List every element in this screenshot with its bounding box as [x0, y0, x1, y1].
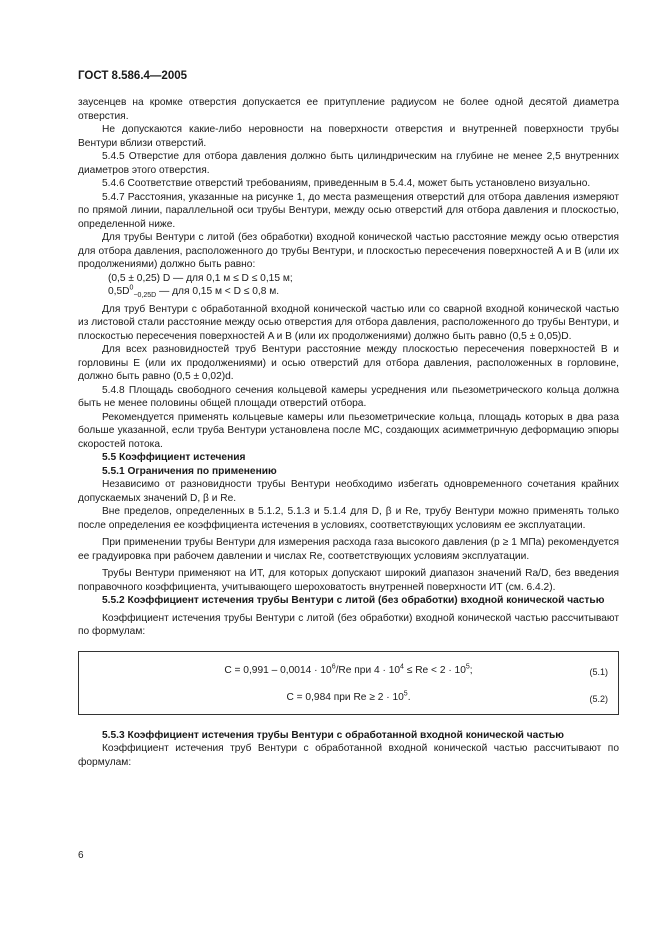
- formula-text: ≤ Re < 2 · 10: [403, 664, 466, 676]
- paragraph: Рекомендуется применять кольцевые камеры или пьезометрические кольца, площадь которых в два раза больше указанной, если труба Вентури установлена после МС, создающих асимметричную деформацию эпюры скоростей потока.: [78, 411, 619, 450]
- formula-text: C = 0,991 – 0,0014 · 10: [224, 664, 332, 676]
- formula-number-5-2: (5.2): [589, 693, 608, 704]
- page-number: 6: [78, 850, 84, 861]
- paragraph: При применении трубы Вентури для измерения расхода газа высокого давления (p ≥ 1 МПа) рекомендуется ее градуировка при рабочем давлении и числах Re, соответствующих условиям эксплуатации.: [78, 537, 619, 562]
- paragraph: Коэффициент истечения трубы Вентури с литой (без обработки) входной конической частью рассчитывают по формулам:: [78, 612, 619, 637]
- equation-line-1: (0,5 ± 0,25) D — для 0,1 м ≤ D ≤ 0,15 м;: [108, 272, 293, 284]
- document-header: ГОСТ 8.586.4—2005: [78, 70, 188, 82]
- section-heading-5-5-2: 5.5.2 Коэффициент истечения трубы Вентури с литой (без обработки) входной конической частью: [102, 595, 605, 606]
- paragraph: 5.4.6 Соответствие отверстий требованиям, приведенным в 5.4.4, может быть установлено визуально.: [102, 178, 591, 189]
- paragraph: Трубы Вентури применяют на ИТ, для которых допускают широкий диапазон значений Ra/D, без введения поправочного коэффициента, учитывающего шероховатость внутренней поверхности ИТ (см. 6.4.2).: [78, 568, 619, 593]
- paragraph: 5.4.7 Расстояния, указанные на рисунке 1, до места размещения отверстий для отбора давления измеряют по прямой линии, параллельной оси трубы Вентури, между осью отверстий для отбора давления и плоскостью, определенной ниже.: [78, 191, 619, 230]
- document-body: [78, 96, 619, 769]
- paragraph: Коэффициент истечения труб Вентури с обработанной входной конической частью рассчитывают по формулам:: [78, 743, 619, 768]
- eq2-main: 0,5D: [108, 286, 130, 297]
- formula-text: C = 0,984 при Re ≥ 2 · 10: [286, 691, 404, 703]
- paragraph: Для всех разновидностей труб Вентури расстояние между плоскостью пересечения поверхностей B и горловины E (или их продолжениями) и осью отверстий для отбора давления, расположенных в горловине, должно быть равно (0,5 ± 0,02)d.: [78, 344, 619, 382]
- paragraph: заусенцев на кромке отверстия допускается ее притупление радиусом не более одной десятой диаметра отверстия.: [78, 97, 619, 122]
- formula-exponent: 5: [403, 690, 408, 698]
- formula-number-5-1: (5.1): [589, 666, 608, 677]
- formula-exponent: 4: [400, 663, 404, 671]
- paragraph: Для трубы Вентури с литой (без обработки) входной конической частью расстояние между осью отверстия для отбора давления, расположенного до трубы Вентури, и плоскостью пересечения поверхностей A и B (или их продолжениями) должно быть равно:: [78, 232, 619, 270]
- paragraph: Для труб Вентури с обработанной входной конической частью или со сварной входной конической частью из листовой стали расстояние между осью отверстия для отбора давления, расположенного до трубы Вентури, и плоскостью пересечения поверхностей A и B (или их продолжениями) должно быть равно (0,5 ± 0,05)D.: [78, 303, 619, 342]
- paragraph: Вне пределов, определенных в 5.1.2, 5.1.3 и 5.1.4 для D, β и Re, трубу Вентури можно применять только после определения ее коэффициента истечения в условиях, соответствующих условиям ее эксплуатации.: [78, 506, 619, 531]
- section-heading-5-5-3: 5.5.3 Коэффициент истечения трубы Вентури с обработанной входной конической частью: [102, 729, 564, 741]
- formula-5-2: [79, 691, 618, 705]
- paragraph: 5.4.5 Отверстие для отбора давления должно быть цилиндрическим на глубине не менее 2,5 внутренних диаметров этого отверстия.: [78, 151, 619, 176]
- formula-exponent: 6: [331, 663, 336, 671]
- paragraph: Независимо от разновидности трубы Вентури необходимо избегать одновременного сочетания крайних допускаемых значений D, β и Re.: [78, 479, 619, 504]
- document-page: [78, 0, 619, 936]
- formula-box: [78, 651, 619, 715]
- section-heading-5-5-1: 5.5.1 Ограничения по применению: [102, 465, 277, 477]
- paragraph: Не допускаются какие-либо неровности на поверхности отверстия и внутренней поверхности трубы Вентури вблизи отверстий.: [78, 124, 619, 149]
- paragraph: 5.4.8 Площадь свободного сечения кольцевой камеры усреднения или пьезометрического кольца должна быть не менее половины общей площади отверстий отбора.: [78, 384, 619, 409]
- section-heading-5-5: 5.5 Коэффициент истечения: [102, 452, 246, 463]
- formula-exponent: 5: [465, 663, 470, 671]
- formula-text: .: [407, 691, 411, 703]
- eq2-sub: −0,25D: [133, 292, 157, 300]
- eq2-sup: 0: [129, 284, 134, 292]
- formula-text: ;: [469, 664, 473, 676]
- formula-text: /Re при 4 · 10: [335, 664, 401, 676]
- formula-5-1: [79, 664, 618, 678]
- equation-line-2: [78, 285, 619, 299]
- eq2-rest: — для 0,15 м < D ≤ 0,8 м.: [159, 286, 280, 297]
